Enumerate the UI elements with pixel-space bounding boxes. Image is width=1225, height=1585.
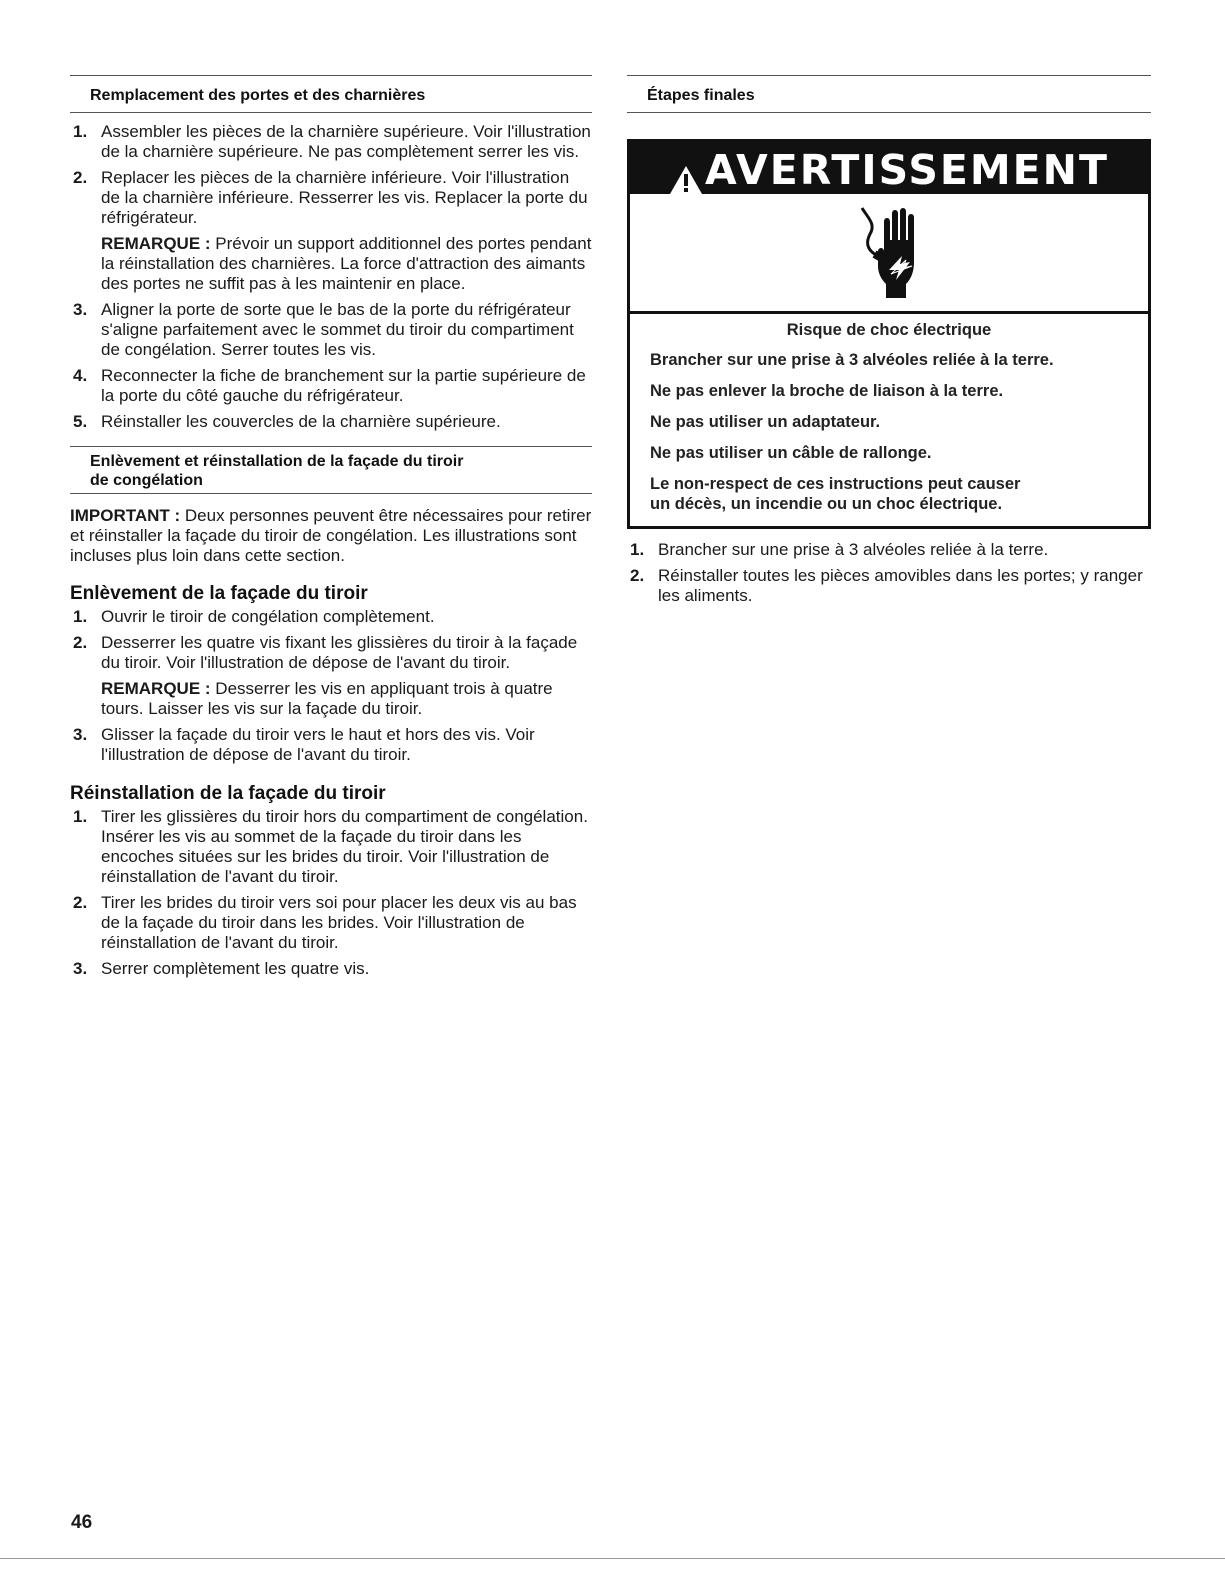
drawer-removal-steps <box>70 607 592 765</box>
list-item: 2. Tirer les brides du tiroir vers soi pour placer les deux vis au bas de la façade du tiroir dans les brides. Voir l'illustration de réinstallation de l'avant du tiroir. <box>73 893 577 952</box>
list-item: 5. Réinstaller les couvercles de la charnière supérieure. <box>73 412 501 431</box>
warning-title-bar <box>630 142 1148 194</box>
list-item: 4. Reconnecter la fiche de branchement sur la partie supérieure de la porte du côté gauche du réfrigérateur. <box>73 366 586 405</box>
drawer-removal-title: Enlèvement de la façade du tiroir <box>70 583 368 604</box>
list-item: 1. Tirer les glissières du tiroir hors du compartiment de congélation. Insérer les vis au sommet de la façade du tiroir dans les encoches situées sur les brides du tiroir. Voir l'illustration de réinstallation de l'avant du tiroir. <box>73 807 588 886</box>
note: REMARQUE : Prévoir un support additionnel des portes pendant la réinstallation des charnières. La force d'attraction des aimants des portes ne suffit pas à les maintenir en place. <box>101 234 592 293</box>
list-item: 3. Glisser la façade du tiroir vers le haut et hors des vis. Voir l'illustration de dépose de l'avant du tiroir. <box>73 725 535 764</box>
list-item: 1. Ouvrir le tiroir de congélation complètement. <box>73 607 435 626</box>
warning-risk: Risque de choc électrique <box>786 321 992 339</box>
list-item: 2. Desserrer les quatre vis fixant les glissières du tiroir à la façade du tiroir. Voir l'illustration de dépose de l'avant du tiroir. REMARQUE : Desserrer les vis en appliquant trois à quatre tours. Laisser les vis sur la façade du tiroir. <box>70 633 592 719</box>
warning-consequence-1: Le non-respect de ces instructions peut causer <box>650 475 1021 493</box>
list-item: 3. Aligner la porte de sorte que le bas de la porte du réfrigérateur s'aligne parfaitement avec le sommet du tiroir du compartiment de congélation. Serrer toutes les vis. <box>73 300 574 359</box>
section-heading-final-steps: Étapes finales <box>627 75 1151 113</box>
final-steps <box>627 540 1151 606</box>
warning-text <box>630 314 1148 526</box>
electric-shock-hand-icon <box>856 204 926 300</box>
left-column <box>70 75 592 985</box>
bottom-rule <box>0 1558 1225 1559</box>
drawer-reinstall-title: Réinstallation de la façade du tiroir <box>70 783 386 804</box>
warning-consequence-2: un décès, un incendie ou un choc électrique. <box>650 495 1003 513</box>
important-paragraph: IMPORTANT : Deux personnes peuvent être nécessaires pour retirer et réinstaller la façade du tiroir de congélation. Les illustrations sont incluses plus loin dans cette section. <box>70 506 592 565</box>
page-number: 46 <box>71 1512 93 1533</box>
section-heading-door-replacement: Remplacement des portes et des charnières <box>70 75 592 113</box>
right-column <box>627 75 1151 612</box>
warning-image-area <box>630 194 1148 314</box>
list-item: 2. Replacer les pièces de la charnière inférieure. Voir l'illustration de la charnière inférieure. Resserrer les vis. Replacer la porte du réfrigérateur. REMARQUE : Prévoir un support additionnel des portes pendant la réinstallation des charnières. La force d'attraction des aimants des portes ne suffit pas à les maintenir en place. <box>73 168 592 293</box>
door-replacement-steps <box>70 122 592 432</box>
list-item: 2. Réinstaller toutes les pièces amovibles dans les portes; y ranger les aliments. <box>630 566 1143 605</box>
section-heading-drawer-front: Enlèvement et réinstallation de la façade du tiroir de congélation <box>70 446 592 494</box>
warning-line: Brancher sur une prise à 3 alvéoles reliée à la terre. <box>650 351 1054 369</box>
warning-line: Ne pas enlever la broche de liaison à la terre. <box>650 382 1004 400</box>
warning-line: Ne pas utiliser un câble de rallonge. <box>650 444 932 462</box>
warning-title: AVERTISSEMENT <box>705 146 1109 194</box>
list-item: 1. Assembler les pièces de la charnière supérieure. Voir l'illustration de la charnière supérieure. Ne pas complètement serrer les vis. <box>73 122 591 161</box>
list-item: 3. Serrer complètement les quatre vis. <box>73 959 370 978</box>
drawer-reinstall-steps <box>70 807 592 979</box>
warning-line: Ne pas utiliser un adaptateur. <box>650 413 881 431</box>
warning-box <box>627 139 1151 529</box>
note: REMARQUE : Desserrer les vis en appliquant trois à quatre tours. Laisser les vis sur la façade du tiroir. <box>101 679 553 718</box>
list-item: 1. Brancher sur une prise à 3 alvéoles reliée à la terre. <box>630 540 1049 559</box>
